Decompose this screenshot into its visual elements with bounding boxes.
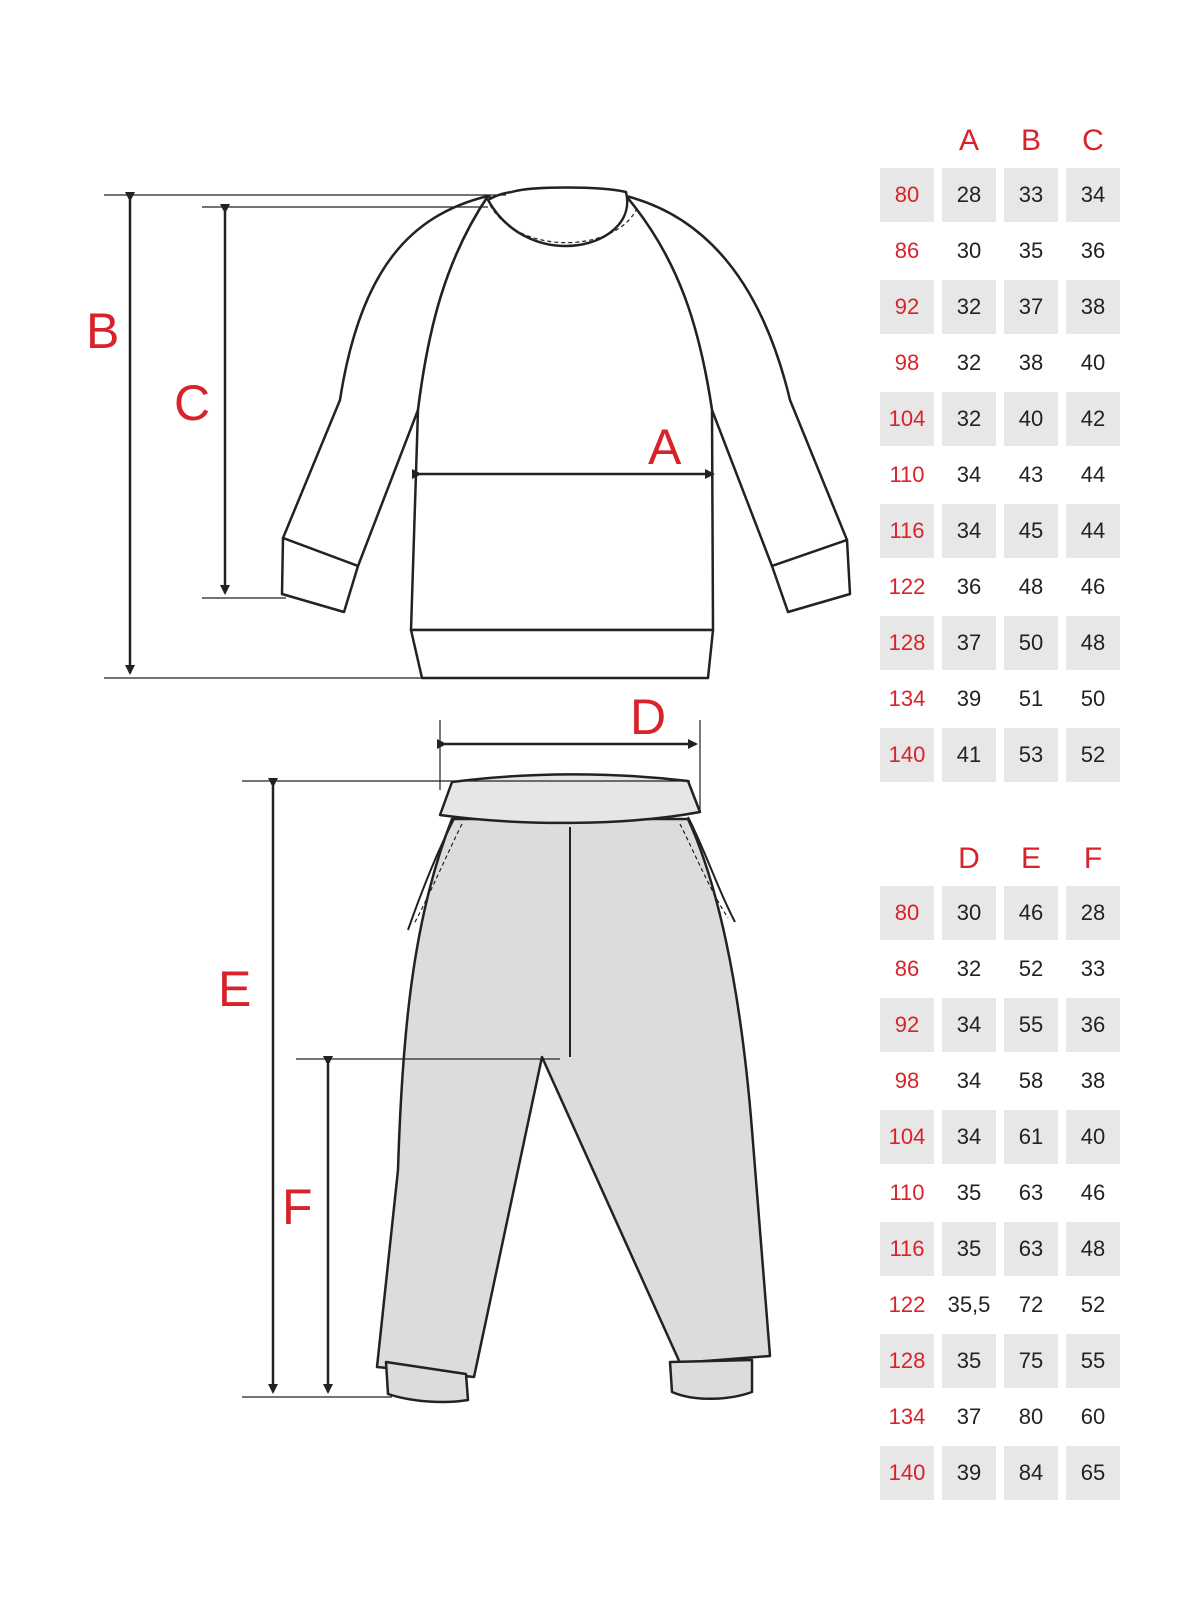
measurement-cell: 52: [1066, 728, 1120, 782]
measurement-cell: 28: [942, 168, 996, 222]
size-label: 98: [894, 1068, 920, 1093]
pants-legs: [377, 819, 770, 1377]
measurement-cell: 40: [1004, 392, 1058, 446]
measurement-cell: 63: [1004, 1222, 1058, 1276]
measurement-cell: 35: [942, 1334, 996, 1388]
measurement-cell: 50: [1004, 616, 1058, 670]
size-label: 140: [880, 728, 934, 782]
size-label: 104: [880, 392, 934, 446]
size-label: 110: [889, 462, 925, 487]
measurement-cell: 44: [1066, 504, 1120, 558]
size-label: 122: [888, 574, 926, 599]
measurement-cell: 38: [1066, 280, 1120, 334]
dimension-label-a: A: [648, 419, 682, 475]
measurement-cell: 50: [1080, 686, 1106, 711]
measurement-cell: 52: [1080, 1292, 1106, 1317]
measurement-cell: 58: [1018, 1068, 1044, 1093]
measurement-cell: 34: [1066, 168, 1120, 222]
size-label: 140: [880, 1446, 934, 1500]
measurement-cell: 36: [1080, 238, 1106, 263]
size-label: 110: [889, 1180, 925, 1205]
measurement-cell: 43: [1018, 462, 1044, 487]
measurement-cell: 38: [1080, 1068, 1106, 1093]
sweatshirt-waistband: [411, 630, 713, 678]
measurement-cell: 65: [1066, 1446, 1120, 1500]
size-label: 92: [880, 998, 934, 1052]
measurement-cell: 35: [956, 1180, 982, 1205]
table-header-b: B: [1020, 124, 1041, 157]
pants-size-table: [880, 834, 1120, 1500]
size-label: 104: [880, 1110, 934, 1164]
size-label: 134: [888, 686, 926, 711]
table-header-blank: [880, 116, 934, 166]
measurement-cell: 46: [1004, 886, 1058, 940]
measurement-cell: 34: [942, 504, 996, 558]
table-header-c: C: [1082, 124, 1104, 157]
measurement-cell: 32: [956, 956, 982, 981]
measurement-cell: 44: [1080, 462, 1106, 487]
measurement-cell: 34: [956, 462, 982, 487]
table-header-f: F: [1083, 842, 1103, 875]
pants-right-cuff: [670, 1360, 752, 1399]
measurement-cell: 32: [942, 280, 996, 334]
size-label: 98: [894, 350, 920, 375]
measurement-cell: 84: [1004, 1446, 1058, 1500]
measurement-cell: 33: [1004, 168, 1058, 222]
measurement-cell: 39: [942, 1446, 996, 1500]
measurement-cell: 48: [1066, 616, 1120, 670]
table-header-blank: [880, 834, 934, 884]
measurement-cell: 36: [956, 574, 982, 599]
table-header-d: D: [958, 842, 980, 875]
measurement-cell: 35,5: [947, 1292, 991, 1317]
measurement-cell: 61: [1004, 1110, 1058, 1164]
sweatshirt-body: [411, 196, 713, 630]
measurement-cell: 42: [1066, 392, 1120, 446]
measurement-cell: 41: [942, 728, 996, 782]
pants-waistband: [440, 774, 700, 823]
size-label: 80: [880, 168, 934, 222]
measurement-cell: 63: [1018, 1180, 1044, 1205]
measurement-cell: 39: [956, 686, 982, 711]
measurement-cell: 34: [942, 1110, 996, 1164]
size-label: 86: [894, 956, 920, 981]
measurement-cell: 34: [942, 998, 996, 1052]
measurement-cell: 40: [1066, 1110, 1120, 1164]
sweatshirt-drawing: [282, 188, 850, 679]
measurement-cell: 52: [1018, 956, 1044, 981]
size-label: 116: [880, 504, 934, 558]
measurement-cell: 48: [1066, 1222, 1120, 1276]
table-header-e: E: [1020, 842, 1041, 875]
measurement-cell: 37: [942, 616, 996, 670]
measurement-cell: 55: [1066, 1334, 1120, 1388]
measurement-cell: 33: [1080, 956, 1106, 981]
measurement-cell: 37: [956, 1404, 982, 1429]
size-label: 80: [880, 886, 934, 940]
size-label: 134: [888, 1404, 926, 1429]
measurement-cell: 46: [1080, 1180, 1106, 1205]
size-label: 128: [880, 1334, 934, 1388]
dimension-label-e: E: [218, 961, 252, 1017]
measurement-cell: 51: [1018, 686, 1044, 711]
measurement-cell: 30: [942, 886, 996, 940]
dimension-label-f: F: [282, 1179, 313, 1235]
size-label: 128: [880, 616, 934, 670]
measurement-cell: 60: [1080, 1404, 1106, 1429]
measurement-cell: 48: [1018, 574, 1044, 599]
dimension-label-b: B: [86, 303, 120, 359]
measurement-cell: 28: [1066, 886, 1120, 940]
measurement-cell: 32: [956, 350, 982, 375]
measurement-cell: 32: [942, 392, 996, 446]
size-label: 86: [894, 238, 920, 263]
measurement-cell: 38: [1018, 350, 1044, 375]
sweatshirt-size-table: [880, 116, 1120, 782]
dimension-label-c: C: [174, 375, 211, 431]
size-label: 122: [888, 1292, 926, 1317]
table-header-a: A: [958, 124, 979, 157]
measurement-cell: 72: [1018, 1292, 1044, 1317]
measurement-cell: 36: [1066, 998, 1120, 1052]
measurement-cell: 53: [1004, 728, 1058, 782]
measurement-cell: 45: [1004, 504, 1058, 558]
measurement-cell: 30: [956, 238, 982, 263]
measurement-cell: 40: [1080, 350, 1106, 375]
size-label: 92: [880, 280, 934, 334]
measurement-cell: 34: [956, 1068, 982, 1093]
size-label: 116: [880, 1222, 934, 1276]
measurement-cell: 80: [1018, 1404, 1044, 1429]
dimension-label-d: D: [630, 689, 667, 745]
measurement-cell: 37: [1004, 280, 1058, 334]
measurement-cell: 75: [1004, 1334, 1058, 1388]
measurement-cell: 35: [942, 1222, 996, 1276]
measurement-cell: 55: [1004, 998, 1058, 1052]
measurement-cell: 35: [1018, 238, 1044, 263]
measurement-cell: 46: [1080, 574, 1106, 599]
